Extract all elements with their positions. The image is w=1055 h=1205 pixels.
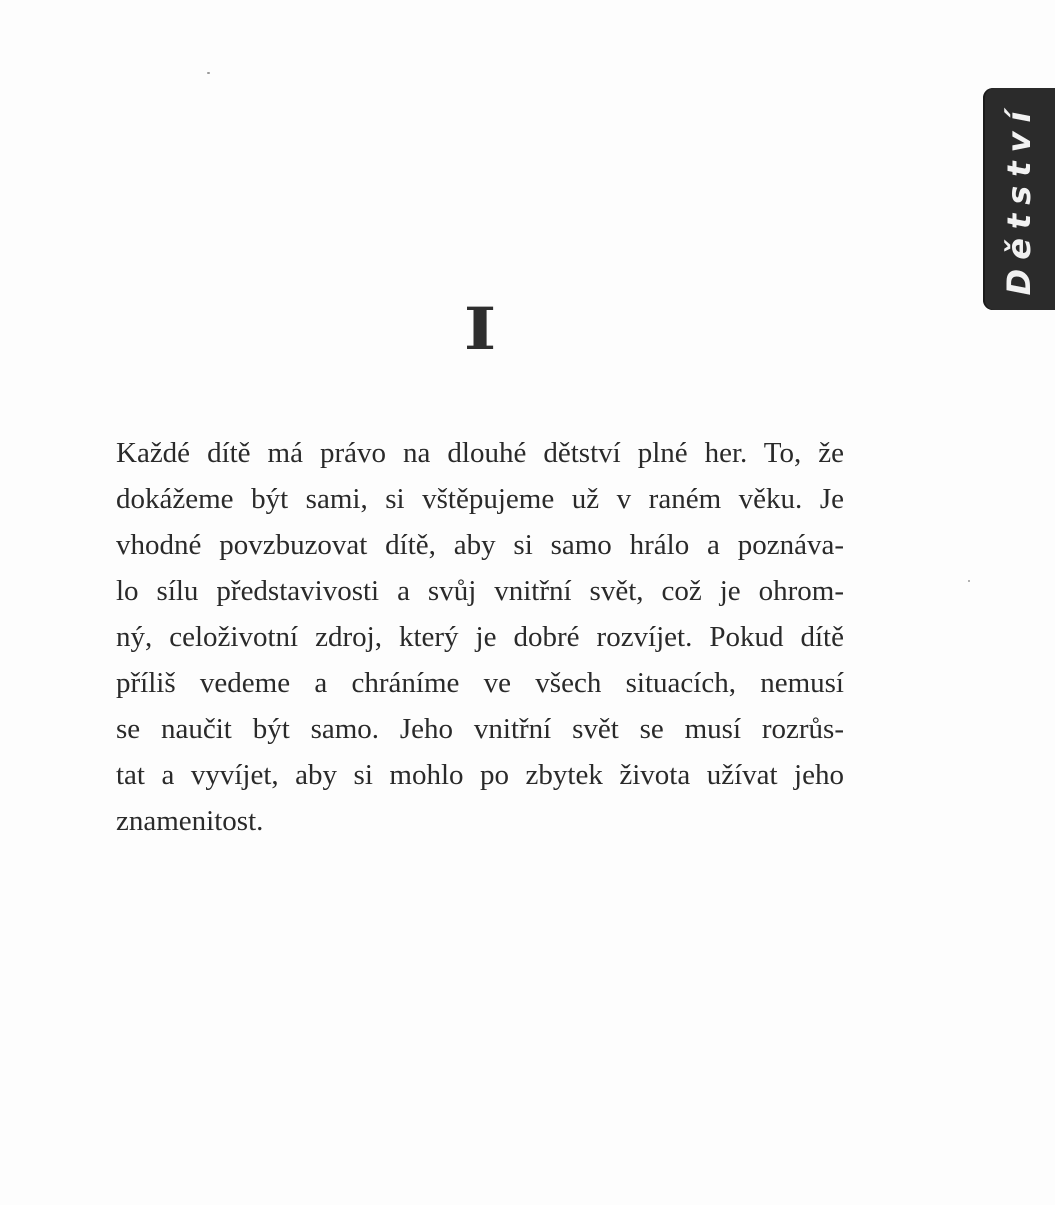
paragraph-line: lo sílu představivosti a svůj vnitřní svět, což je ohrom- [116, 575, 844, 607]
paragraph-line: tat a vyvíjet, aby si mohlo po zbytek života užívat jeho [116, 759, 844, 791]
chapter-number: I [463, 295, 497, 363]
paper-speck [207, 72, 210, 74]
paper-speck [968, 580, 970, 582]
paragraph-line: se naučit být samo. Jeho vnitřní svět se musí rozrůs- [116, 713, 844, 745]
paragraph-line: dokážeme být sami, si vštěpujeme už v raném věku. Je [116, 483, 844, 515]
paragraph-line: příliš vedeme a chráníme ve všech situacích, nemusí [116, 667, 844, 699]
paragraph-line: Každé dítě má právo na dlouhé dětství plné her. To, že [116, 437, 844, 469]
paragraph-line: vhodné povzbuzovat dítě, aby si samo hrálo a poznáva- [116, 529, 844, 561]
body-paragraph [116, 430, 844, 844]
section-tab [983, 88, 1055, 310]
paragraph-line: ný, celoživotní zdroj, který je dobré rozvíjet. Pokud dítě [116, 621, 844, 653]
paragraph-line: znamenitost. [116, 805, 264, 837]
section-tab-label: Dětství [1000, 102, 1038, 296]
